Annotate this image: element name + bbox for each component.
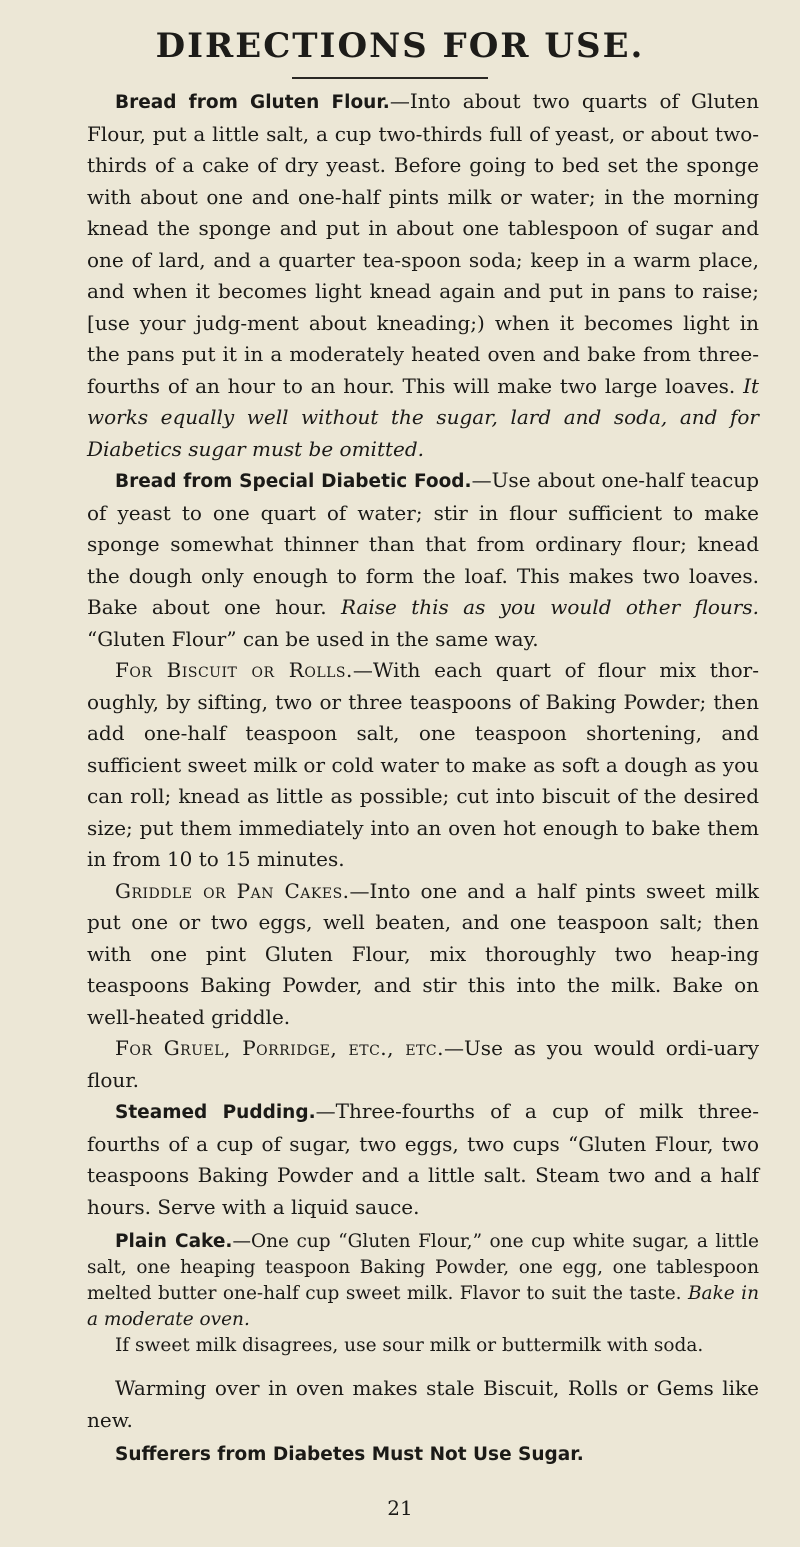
body-bread-diabetic: —Use about one-half teacup of yeast to one quart of water; stir in flour sufficient to make sponge somewhat thinner than that from ordinary flour; knead the dough only enough to form the loaf. This makes two loaves. Bake about one hour. <box>87 468 759 619</box>
body-pudding: —Three-fourths of a cup of milk three-fourths of a cup of sugar, two eggs, two cups “Gluten Flour, two teaspoons Baking Powder and a little salt. Steam two and a half hours. Serve with a liquid sauce. <box>87 1099 760 1219</box>
heading-biscuit: For Biscuit or Rolls. <box>115 658 353 682</box>
page-title: DIRECTIONS FOR USE. <box>155 26 645 66</box>
body-bread-gluten: —Into about two quarts of Gluten Flour, put a little salt, a cup two-thirds full of yeast, or about two-thirds of a cake of dry yeast. Before going to bed set the sponge with about one and one-half pints milk or water; in the morning knead the sponge and put in about one tablespoon of sugar and one of lard, and a quarter tea-spoon soda; keep in a warm place, and when it becomes light knead again and put in pans to raise; [use your judg-ment about kneading;) when it becomes light in the pans put it in a moderately heated oven and bake from three-fourths of an hour to an hour. This will make two large loaves. <box>87 89 760 398</box>
paragraph-sour-milk: If sweet milk disagrees, use sour milk or buttermilk with soda. <box>115 1335 704 1356</box>
paragraph-cake <box>87 1229 759 1333</box>
heading-gruel: For Gruel, Porridge, etc., etc. <box>115 1036 444 1060</box>
paragraph-pudding <box>87 1096 759 1223</box>
page-number: 21 <box>387 1496 413 1520</box>
small-print-block <box>87 1229 759 1359</box>
note-bread-gluten: It works equally well without the sugar, lard and soda, and for Diabetics sugar must be omitted. <box>87 373 759 461</box>
heading-griddle: Griddle or Pan Cakes. <box>115 878 350 903</box>
title-underline <box>292 77 488 79</box>
body-griddle: —Into one and a half pints sweet milk put one or two eggs, well beaten, and one teaspoon salt; then with one pint Gluten Flour, mix thoroughly two heap-ing teaspoons Baking Powder, and stir this into the milk. Bake on well-heated griddle. <box>87 878 759 1029</box>
paragraph-biscuit <box>87 655 759 876</box>
paragraph-gruel <box>87 1033 759 1096</box>
body-gruel: —Use as you would ordi-uary flour. <box>87 1036 759 1092</box>
heading-bread-diabetic: Bread from Special Diabetic Food. <box>115 471 472 492</box>
body-cake: —One cup “Gluten Flour,” one cup white sugar, a little salt, one heaping teaspoon Baking Powder, one egg, one tablespoon melted butter one-half cup sweet milk. Flavor to suit the taste. <box>87 1231 759 1304</box>
paragraph-bread-gluten <box>87 86 759 465</box>
warning-diabetes: Sufferers from Diabetes Must Not Use Sugar. <box>115 1444 584 1465</box>
heading-cake: Plain Cake. <box>115 1231 233 1252</box>
paragraph-bread-diabetic <box>87 465 759 655</box>
heading-bread-gluten: Bread from Gluten Flour. <box>115 92 390 113</box>
note-cake: Bake in a moderate oven. <box>87 1283 759 1330</box>
tail-bread-diabetic: “Gluten Flour” can be used in the same way. <box>87 626 539 651</box>
directions-text <box>87 86 759 1471</box>
warning-line <box>87 1438 759 1471</box>
note-bread-diabetic: Raise this as you would other flours. <box>340 595 759 619</box>
paragraph-griddle <box>87 876 759 1034</box>
body-biscuit: —With each quart of flour mix thor-oughly, by sifting, two or three teaspoons of Baking Powder; then add one-half teaspoon salt, one teaspoon shortening, and sufficient sweet milk or cold water to make as soft a dough as you can roll; knead as little as possible; cut into biscuit of the desired size; put them immediately into an oven hot enough to bake them in from 10 to 15 minutes. <box>87 658 759 871</box>
heading-pudding: Steamed Pudding. <box>115 1102 316 1123</box>
paragraph-warming: Warming over in oven makes stale Biscuit, Rolls or Gems like new. <box>87 1376 759 1432</box>
